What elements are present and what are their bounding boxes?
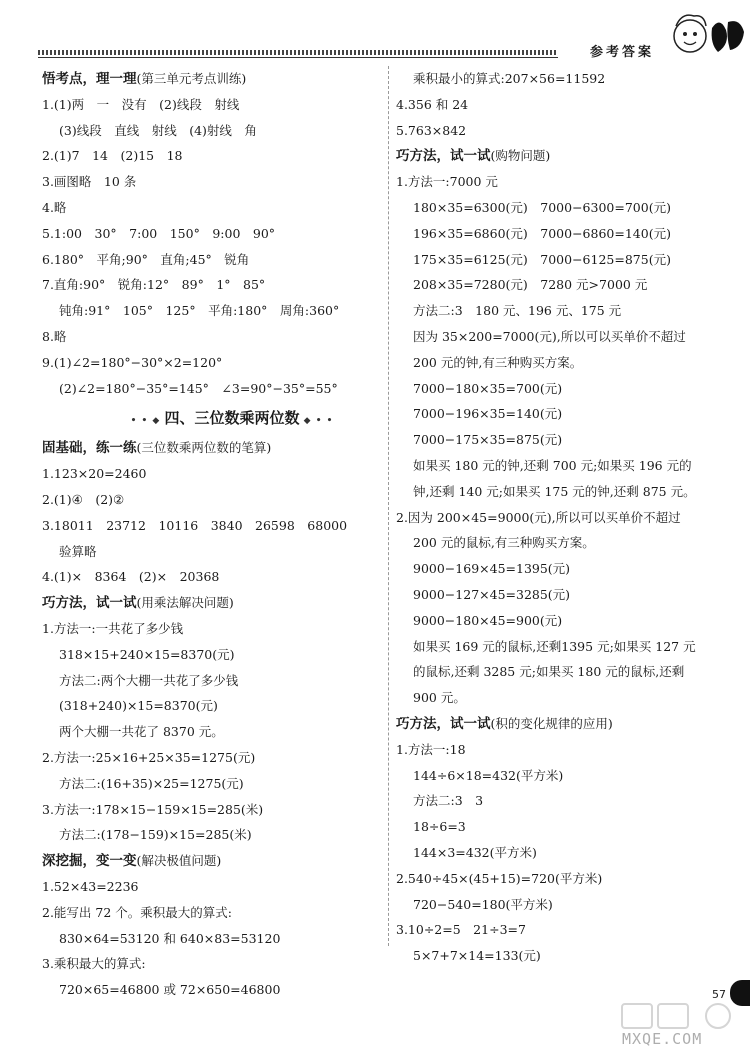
answer-line: 1.(1)两 一 没有 (2)线段 射线 [42, 96, 240, 112]
diamond-icon: ◆ • • [299, 416, 334, 427]
answer-line-continued: 7000−175×35=875(元) [413, 432, 563, 448]
section-heading [42, 66, 382, 92]
section-heading-title: 悟考点，理一理 [42, 71, 137, 87]
answer-line: 2.方法一:25×16+25×35=1275(元) [42, 749, 256, 765]
header-dotted-rule [38, 50, 558, 55]
column-divider [388, 66, 389, 946]
answer-line-continued: 方法二:(16+35)×25=1275(元) [59, 775, 244, 791]
answer-line-continued: 830×64=53120 和 640×83=53120 [59, 930, 281, 946]
header-title: 参考答案 [590, 45, 655, 60]
section-heading-subtitle: (用乘法解决问题) [136, 595, 234, 611]
section-heading-subtitle: (解决极值问题) [136, 853, 222, 869]
answer-line-continued: 200 元的鼠标,有三种购买方案。 [413, 535, 595, 551]
answer-line-continued: (318+240)×15=8370(元) [59, 698, 218, 714]
answer-line: 4.略 [42, 199, 67, 215]
right-column [396, 66, 746, 969]
chapter-heading [42, 401, 382, 435]
answer-line: 3.18011 23712 10116 3840 26598 68000 [42, 517, 348, 533]
answer-line-continued: (3)线段 直线 射线 (4)射线 角 [59, 122, 257, 138]
answer-line: 3.10÷2=5 21÷3=7 [396, 922, 526, 938]
answer-line-continued: 方法二:3 3 [413, 793, 484, 809]
answer-line-continued: 144÷6×18=432(平方米) [413, 767, 564, 783]
section-heading-subtitle: (购物问题) [490, 148, 551, 164]
answer-line-continued: (2)∠2=180°−35°=145° ∠3=90°−35°=55° [59, 380, 338, 396]
answer-line-continued: 9000−127×45=3285(元) [413, 586, 571, 602]
answer-line-continued: 钝角:91° 105° 125° 平角:180° 周角:360° [59, 303, 340, 319]
answer-line-continued: 乘积最小的算式:207×56=11592 [413, 71, 606, 86]
answer-line: 3.方法一:178×15−159×15=285(米) [42, 801, 264, 817]
answer-line: 3.乘积最大的算式: [42, 956, 146, 972]
watermark-text: MXQE.COM [622, 1030, 703, 1048]
answer-line: 1.方法一:7000 元 [396, 174, 498, 190]
answer-line: 2.能写出 72 个。乘积最大的算式: [42, 904, 232, 920]
diamond-icon: • • ◆ [130, 416, 165, 427]
answer-line-continued: 208×35=7280(元) 7280 元>7000 元 [413, 277, 648, 293]
answer-line-continued: 144×3=432(平方米) [413, 844, 537, 860]
answer-line-continued: 200 元的钟,有三种购买方案。 [413, 354, 583, 370]
answer-line-continued: 900 元。 [413, 690, 466, 706]
answer-line: 1.123×20=2460 [42, 466, 147, 482]
section-heading [396, 711, 746, 737]
answer-line: 4.356 和 24 [396, 96, 469, 112]
chapter-title: 四、三位数乘两位数 [164, 409, 300, 428]
answer-line-continued: 9000−169×45=1395(元) [413, 561, 571, 577]
section-heading-title: 巧方法，试一试 [396, 148, 491, 165]
section-heading [42, 848, 382, 874]
answer-line-continued: 318×15+240×15=8370(元) [59, 646, 235, 662]
answer-line-continued: 方法二:两个大棚一共花了多少钱 [59, 672, 239, 688]
header-rule [38, 57, 558, 58]
section-heading-subtitle: (积的变化规律的应用) [490, 715, 613, 731]
section-heading-title: 深挖掘，变一变 [42, 853, 137, 870]
cartoon-mascot-icon [660, 8, 748, 64]
answer-line: 5.763×842 [396, 122, 467, 138]
answer-line-continued: 的鼠标,还剩 3285 元;如果买 180 元的鼠标,还剩 [413, 664, 685, 680]
answer-line: 6.180° 平角;90° 直角;45° 锐角 [42, 251, 250, 267]
answer-line: 2.因为 200×45=9000(元),所以可以买单价不超过 [396, 509, 681, 525]
answer-line: 1.方法一:一共花了多少钱 [42, 620, 184, 636]
section-heading [42, 435, 382, 461]
answer-line-continued: 180×35=6300(元) 7000−6300=700(元) [413, 199, 671, 215]
answer-line: 3.画图略 10 条 [42, 174, 137, 190]
answer-line: 5.1:00 30° 7:00 150° 9:00 90° [42, 225, 276, 241]
section-heading-title: 固基础，练一练 [42, 440, 137, 457]
answer-line: 7.直角:90° 锐角:12° 89° 1° 85° [42, 277, 266, 293]
section-heading-subtitle: (第三单元考点训练) [136, 71, 247, 86]
answer-line-continued: 720×65=46800 或 72×650=46800 [59, 982, 281, 998]
answer-line-continued: 175×35=6125(元) 7000−6125=875(元) [413, 251, 671, 267]
section-heading [42, 590, 382, 616]
answer-line-continued: 因为 35×200=7000(元),所以可以买单价不超过 [413, 328, 686, 344]
answer-line: 8.略 [42, 328, 67, 344]
answer-line-continued: 验算略 [59, 543, 97, 559]
left-column [42, 66, 382, 1003]
section-heading-title: 巧方法，试一试 [42, 595, 137, 612]
answer-line-continued: 9000−180×45=900(元) [413, 612, 563, 628]
answer-line: 4.(1)× 8364 (2)× 20368 [42, 569, 220, 585]
answer-line-continued: 196×35=6860(元) 7000−6860=140(元) [413, 225, 671, 241]
answer-line-continued: 钟,还剩 140 元;如果买 175 元的钟,还剩 875 元。 [413, 483, 696, 499]
answer-line-continued: 如果买 169 元的鼠标,还剩1395 元;如果买 127 元 [413, 638, 696, 654]
section-heading [396, 143, 746, 169]
answer-line-continued: 如果买 180 元的钟,还剩 700 元;如果买 196 元的 [413, 457, 692, 473]
answer-line: 2.(1)④ (2)② [42, 491, 125, 507]
answer-line: 1.52×43=2236 [42, 878, 139, 894]
answer-line: 9.(1)∠2=180°−30°×2=120° [42, 354, 223, 370]
answer-line-continued: 7000−196×35=140(元) [413, 406, 563, 422]
answer-line-continued: 两个大棚一共花了 8370 元。 [59, 724, 224, 740]
answer-line-continued: 7000−180×35=700(元) [413, 380, 563, 396]
answer-line-continued: 5×7+7×14=133(元) [413, 948, 541, 964]
answer-line-continued: 720−540=180(平方米) [413, 896, 553, 912]
answer-line-continued: 方法二:(178−159)×15=285(米) [59, 827, 252, 843]
answer-line-continued: 方法二:3 180 元、196 元、175 元 [413, 303, 622, 319]
section-heading-subtitle: (三位数乘两位数的笔算) [136, 440, 272, 456]
page-number: 57 [712, 988, 726, 1001]
section-heading-title: 巧方法，试一试 [396, 715, 491, 732]
answer-line: 2.(1)7 14 (2)15 18 [42, 148, 183, 164]
answer-line: 2.540÷45×(45+15)=720(平方米) [396, 870, 603, 886]
answer-line: 1.方法一:18 [396, 741, 466, 757]
answer-line-continued: 18÷6=3 [413, 819, 466, 835]
